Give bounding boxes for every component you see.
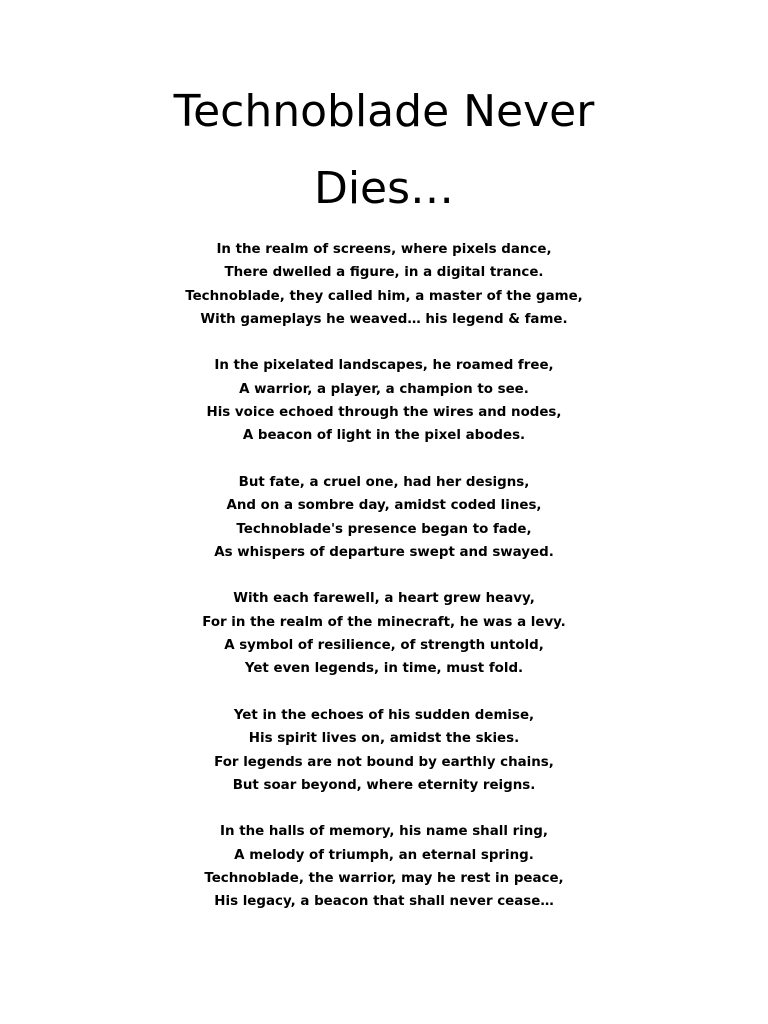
poem-title-line-2: Dies… — [313, 163, 455, 214]
poem-line: Yet even legends, in time, must fold. — [244, 661, 524, 677]
poem-line: In the realm of screens, where pixels dance, — [216, 242, 552, 257]
poem-line: A melody of triumph, an eternal spring. — [234, 847, 534, 863]
poem-body — [0, 238, 768, 937]
poem-line: With each farewell, a heart grew heavy, — [233, 591, 535, 607]
stanza-1 — [0, 238, 768, 331]
poem-line: There dwelled a figure, in a digital trance. — [224, 265, 544, 281]
poem-line: Technoblade, the warrior, may he rest in peace, — [204, 871, 564, 887]
poem-line: Technoblade, they called him, a master of the game, — [185, 288, 583, 304]
poem-line: Technoblade's presence began to fade, — [236, 521, 532, 537]
stanza-5 — [0, 704, 768, 797]
poem-line: But soar beyond, where eternity reigns. — [232, 777, 536, 793]
poem-line: But fate, a cruel one, had her designs, — [238, 474, 530, 490]
poem-line: His voice echoed through the wires and nodes, — [206, 405, 562, 421]
poem-line: And on a sombre day, amidst coded lines, — [226, 498, 542, 514]
poem-line: His spirit lives on, amidst the skies. — [248, 731, 520, 747]
poem-line: In the halls of memory, his name shall ring, — [220, 824, 548, 840]
poem-line: With gameplays he weaved… his legend & fame. — [200, 311, 568, 327]
stanza-6 — [0, 820, 768, 913]
poem-line: For legends are not bound by earthly chains, — [214, 754, 554, 770]
poem-line: A symbol of resilience, of strength untold, — [224, 638, 544, 654]
poem-line: A warrior, a player, a champion to see. — [239, 381, 529, 397]
poem-title-line-1: Technoblade Never — [173, 86, 595, 137]
poem-line: As whispers of departure swept and swayed. — [214, 544, 554, 560]
poem-line: Yet in the echoes of his sudden demise, — [233, 707, 535, 723]
stanza-2 — [0, 354, 768, 447]
poem-line: A beacon of light in the pixel abodes. — [242, 428, 526, 444]
stanza-4 — [0, 587, 768, 680]
poem-line: For in the realm of the minecraft, he was a levy. — [202, 614, 566, 630]
poem-line: His legacy, a beacon that shall never cease… — [214, 894, 554, 910]
poem-line: In the pixelated landscapes, he roamed free, — [214, 358, 554, 374]
stanza-3 — [0, 471, 768, 564]
